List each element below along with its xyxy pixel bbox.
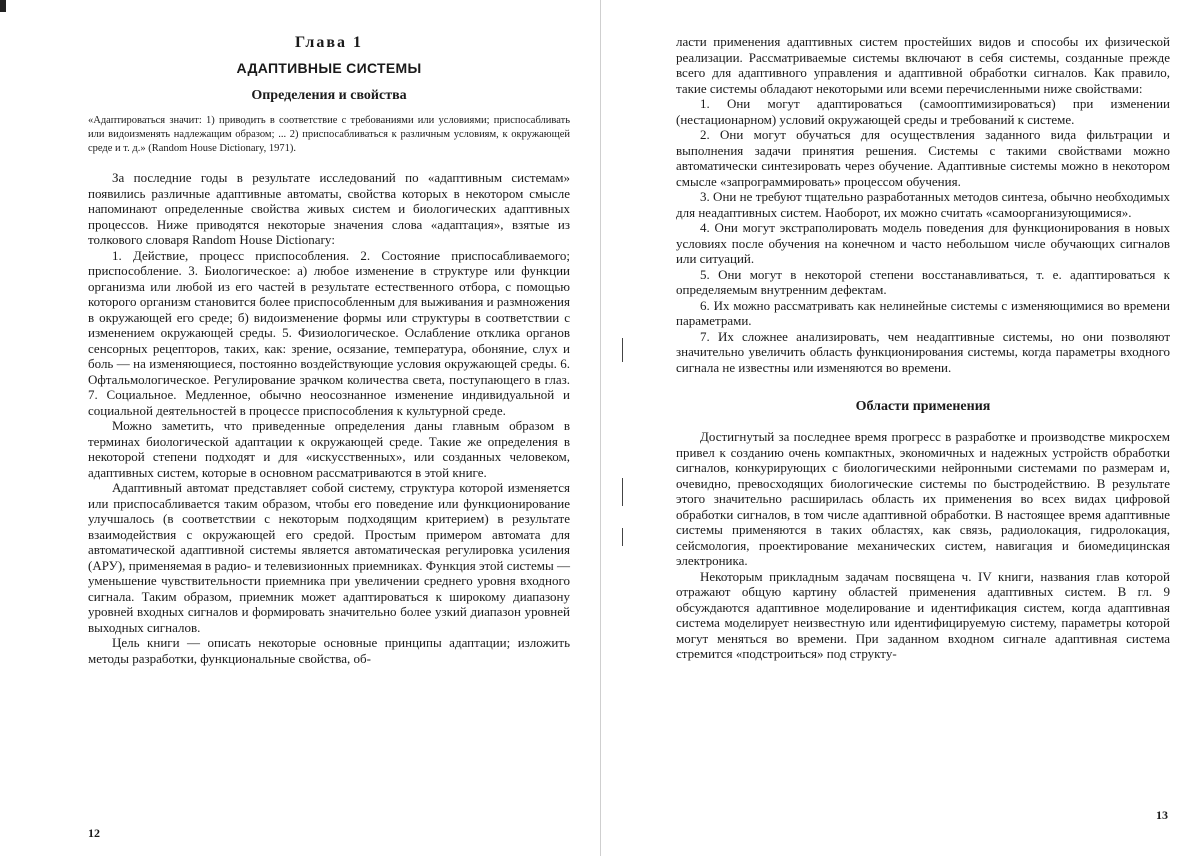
list-item: 6. Их можно рассматривать как нелинейные системы с изменяющимися во времени параметрами. [676,297,1170,328]
chapter-title: АДАПТИВНЫЕ СИСТЕМЫ [236,60,422,76]
paragraph: Можно заметить, что приведенные определения даны главным образом в терминах биологической адаптации к окружающей среде. Такие же определения в некоторой степени подходят и для «искусственных», или созданных человеком, адаптивных систем, которые в основном рассматриваются в этой книге. [88,418,570,480]
list-item: 1. Они могут адаптироваться (самооптимизироваться) при изменении (нестационарном) условий окружающей среды и требований к системе. [676,96,1170,127]
paragraph: Некоторым прикладным задачам посвящена ч. IV книги, названия глав которой отражают общую картину областей применения адаптивных систем. В гл. 9 обсуждаются адаптивное моделирование и идентификация систем, когда адаптивная система моделирует неизвестную или идентифицируемую систему, параметры которой могут меняться во времени. При заданном входном сигнале адаптивная система стремится «подстроиться» под структу- [676,568,1170,661]
chapter-label: Глава 1 [295,34,363,51]
section-heading-definitions: Определения и свойства [251,88,407,103]
paragraph: ласти применения адаптивных систем простейших видов и способы их физической реализации. Рассматриваемые системы включают в себя системы, созданные прежде всего для адаптивного управления и адаптивной обработки сигналов. Как правило, такие системы обладают некоторыми или всеми перечисленными ниже свойствами: [676,34,1170,96]
paragraph: За последние годы в результате исследований по «адаптивным системам» появились различные адаптивные автоматы, свойства которых в некотором смысле напоминают определенные свойства живых систем и биологических адаптивных процессов. Ниже приводятся некоторые значения слова «адаптация», взятые из толкового словаря Random House Dictionary: [88,170,570,247]
paragraph: 1. Действие, процесс приспособления. 2. Состояние приспосабливаемого; приспособление. 3. Биологическое: а) любое изменение в структуре или функции организма или любой из его частей в результате естественного отбора, с помощью которого организм становится более приспособленным для выживания и размножения в окружающей его среде; б) видоизменение формы или структуры в соответствии с изменением окружающей среды. 5. Физиологическое. Ослабление отклика органов сенсорных рецепторов, таких, как: зрение, осязание, температура, обоняние, слух и боль — на изменяющиеся, постоянно воздействующие условия окружающей среды. 6. Офтальмологическое. Регулирование зрачком количества света, поступающего в глаз. 7. Социальное. Медленное, обычно неосознанное изменение индивидуальной и социальной деятельностей в процессе приспособления к культурной среде. [88,247,570,418]
paragraph: Адаптивный автомат представляет собой систему, структура которой изменяется или приспосабливается таким образом, чтобы его поведение или функционирование улучшалось (в соответствии с некоторым подходящим критерием) в результате взаимодействия с окружающей его средой. Простым примером автомата для автоматической адаптивной системы является автоматическая регулировка усиления (АРУ), применяемая в радио- и телевизионных приемниках. Функция этой системы — уменьшение чувствительности приемника при увеличении среднего уровня входного сигнала. Таким образом, приемник может адаптироваться к широкому диапазону уровней входных сигналов и формировать значительно более узкий диапазон уровней выходных сигналов. [88,480,570,635]
margin-mark [622,478,623,506]
margin-mark [622,338,623,362]
list-item: 2. Они могут обучаться для осуществления заданного вида фильтрации и выполнения задачи принятия решения. Системы с такими свойствами можно автоматически синтезировать через обучение. Адаптивные системы можно в некотором смысле «запрограммировать» процессом обучения. [676,127,1170,189]
list-item: 7. Их сложнее анализировать, чем неадаптивные системы, но они позволяют значительно увеличить область функционирования системы, когда параметры входного сигнала не известны или изменяются во времени. [676,328,1170,375]
list-item: 3. Они не требуют тщательно разработанных методов синтеза, обычно необходимых для неадаптивных систем. Наоборот, их можно считать «самоорганизующимися». [676,189,1170,220]
page-number: 13 [1156,808,1168,822]
margin-mark [622,528,623,546]
list-item: 5. Они могут в некоторой степени восстанавливаться, т. е. адаптироваться к определяемым внутренним дефектам. [676,266,1170,297]
page-number: 12 [88,826,100,840]
paragraph: Достигнутый за последнее время прогресс в разработке и производстве микросхем привел к созданию очень компактных, экономичных и надежных устройств обработки сигналов, конкурирующих с биологическими нейронными системами по размерам и, очевидно, превосходящих биологические системы по быстродействию. В результате этого значительно расширилась область их применения во всех видах цифровой обработки сигналов, в том числе адаптивной обработки. В настоящее время адаптивные системы применяются в таких областях, как связь, радиолокация, гидролокация, сейсмология, проектирование механических систем, навигация и биомедицинская электроника. [676,429,1170,568]
right-page [600,0,1200,856]
section-heading-applications: Области применения [855,399,991,414]
epigraph: «Адаптироваться значит: 1) приводить в соответствие с требованиями или условиями; приспосабливать или видоизменять надлежащим образом; ... 2) приспосабливаться к различным условиям, к окружающей среде и т. д.» (Random House Dictionary, 1971). [88,115,570,154]
list-item: 4. Они могут экстраполировать модель поведения для функционирования в новых условиях после обучения на конечном и часто небольшом числе обучающих сигналов или ситуаций. [676,220,1170,266]
paragraph: Цель книги — описать некоторые основные принципы адаптации; изложить методы разработки, функциональные свойства, об- [88,635,570,666]
